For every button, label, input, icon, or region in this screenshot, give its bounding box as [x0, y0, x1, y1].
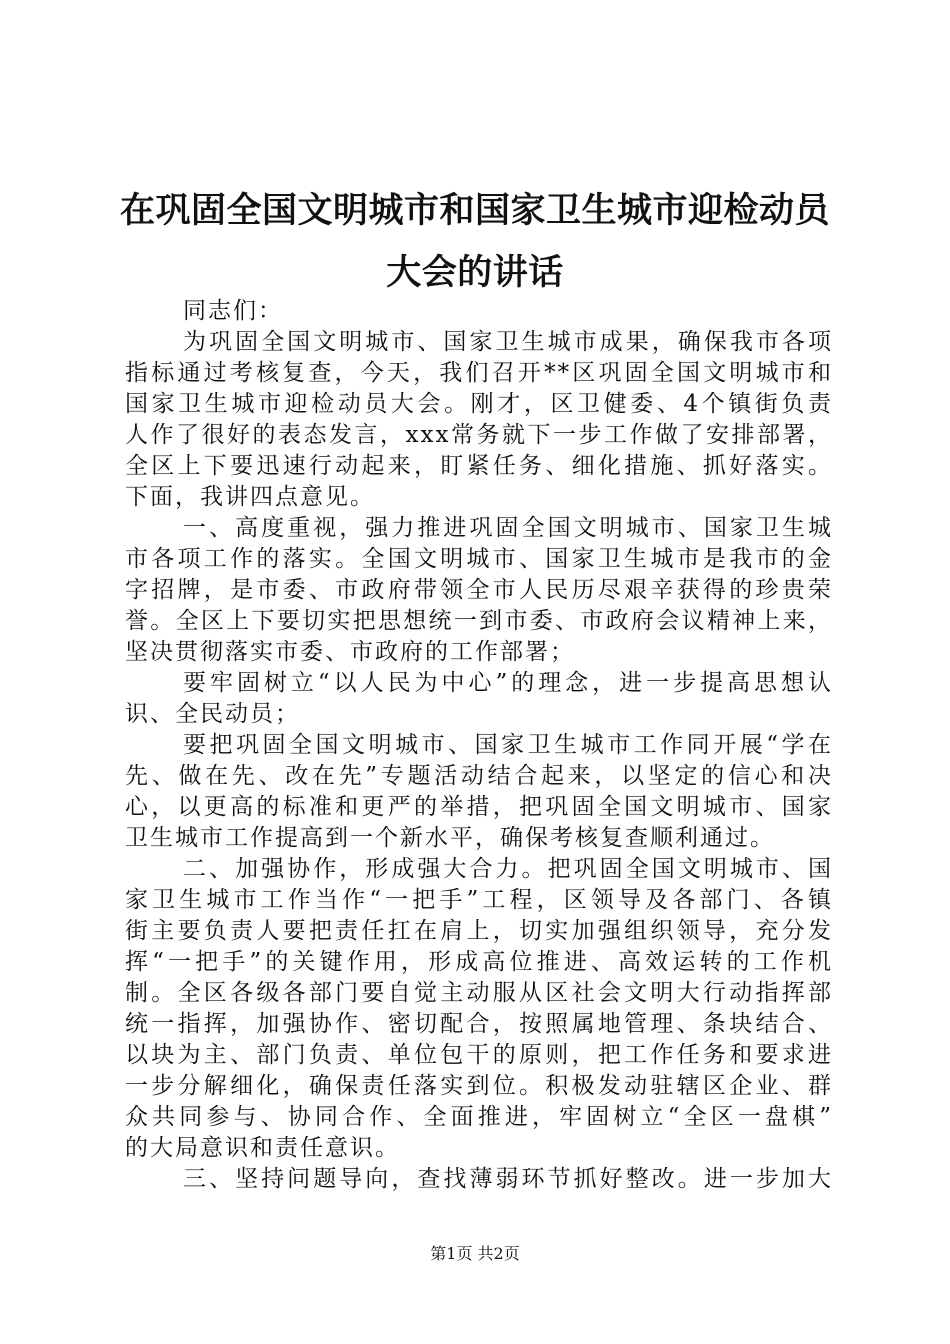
body-line: 坚决贯彻落实市委、市政府的工作部署； — [125, 639, 575, 665]
body-line: 识、全民动员； — [125, 701, 300, 727]
body-line: 先、做在先、改在先”专题活动结合起来，以坚定的信心和决 — [125, 763, 833, 789]
document-body — [125, 296, 833, 1195]
body-line: 一步分解细化，确保责任落实到位。积极发动驻辖区企业、群 — [125, 1073, 833, 1099]
body-line: 三、坚持问题导向，查找薄弱环节抓好整改。进一步加大 — [183, 1166, 833, 1192]
body-line: 心，以更高的标准和更严的举措，把巩固全国文明城市、国家 — [125, 794, 833, 820]
body-line: 街主要负责人要把责任扛在肩上，切实加强组织领导，充分发 — [125, 918, 833, 944]
body-line: 家卫生城市工作当作“一把手”工程，区领导及各部门、各镇 — [125, 887, 833, 913]
body-line: 的大局意识和责任意识。 — [125, 1135, 400, 1161]
title-line-1: 在巩固全国文明城市和国家卫生城市迎检动员 — [119, 191, 830, 231]
body-line: 挥“一把手”的关键作用，形成高位推进、高效运转的工作机 — [125, 949, 833, 975]
body-line: 国家卫生城市迎检动员大会。刚才，区卫健委、4个镇街负责 — [125, 391, 833, 417]
page-footer: 第1页 共2页 — [430, 1244, 520, 1263]
body-line: 要牢固树立“以人民为中心”的理念，进一步提高思想认 — [183, 670, 833, 696]
body-line: 誉。全区上下要切实把思想统一到市委、市政府会议精神上来， — [125, 608, 833, 634]
body-line: 统一指挥，加强协作、密切配合，按照属地管理、条块结合、 — [125, 1011, 833, 1037]
body-line: 卫生城市工作提高到一个新水平，确保考核复查顺利通过。 — [125, 825, 775, 851]
body-line: 指标通过考核复查，今天，我们召开**区巩固全国文明城市和 — [125, 360, 833, 386]
body-line: 要把巩固全国文明城市、国家卫生城市工作同开展“学在 — [183, 732, 833, 758]
body-line: 以块为主、部门负责、单位包干的原则，把工作任务和要求进 — [125, 1042, 833, 1068]
body-line: 众共同参与、协同合作、全面推进，牢固树立“全区一盘棋” — [125, 1104, 833, 1130]
page-title — [110, 180, 840, 304]
body-line: 人作了很好的表态发言，xxx常务就下一步工作做了安排部署， — [125, 422, 833, 448]
body-line: 一、高度重视，强力推进巩固全国文明城市、国家卫生城 — [183, 515, 833, 541]
body-line: 为巩固全国文明城市、国家卫生城市成果，确保我市各项 — [183, 329, 833, 355]
body-line: 字招牌，是市委、市政府带领全市人民历尽艰辛获得的珍贵荣 — [125, 577, 833, 603]
body-line: 市各项工作的落实。全国文明城市、国家卫生城市是我市的金 — [125, 546, 833, 572]
body-line: 制。全区各级各部门要自觉主动服从区社会文明大行动指挥部 — [125, 980, 833, 1006]
title-line-2: 大会的讲话 — [386, 253, 564, 293]
body-line: 下面，我讲四点意见。 — [125, 484, 375, 510]
body-line: 全区上下要迅速行动起来，盯紧任务、细化措施、抓好落实。 — [125, 453, 833, 479]
body-line: 同志们： — [183, 298, 283, 324]
body-line: 二、加强协作，形成强大合力。把巩固全国文明城市、国 — [183, 856, 833, 882]
